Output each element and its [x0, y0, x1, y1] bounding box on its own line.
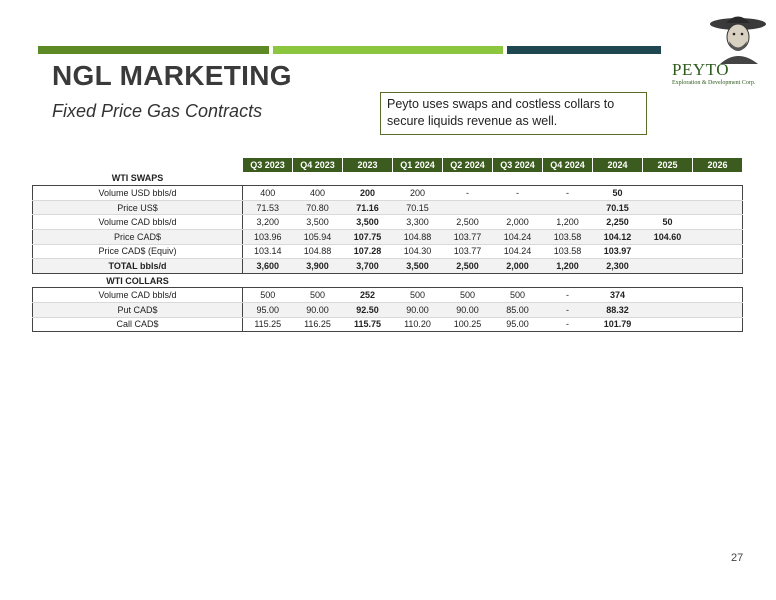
section-spacer-cell	[543, 273, 593, 288]
note-box: Peyto uses swaps and costless collars to secure liquids revenue as well.	[380, 92, 647, 135]
table-cell	[643, 200, 693, 215]
table-cell: 103.58	[543, 244, 593, 259]
row-label: Volume USD bbls/d	[33, 186, 243, 201]
page-title: NGL MARKETING	[52, 60, 292, 91]
table-cell: 71.16	[343, 200, 393, 215]
table-cell: 2,300	[593, 259, 643, 274]
table-cell: 252	[343, 288, 393, 303]
section-header-row	[33, 172, 743, 186]
table-row	[33, 229, 743, 244]
table-cell: 1,200	[543, 215, 593, 230]
ngl-hedge-table	[32, 158, 743, 332]
section-spacer-cell	[593, 172, 643, 186]
table-row	[33, 186, 743, 201]
column-header: 2023	[343, 158, 393, 172]
table-cell: 71.53	[243, 200, 293, 215]
column-header: Q4 2024	[543, 158, 593, 172]
table-cell: 70.80	[293, 200, 343, 215]
table-cell: 95.00	[493, 317, 543, 332]
logo-tagline: Exploration & Development Corp.	[672, 80, 756, 86]
table-cell: 2,000	[493, 259, 543, 274]
page-number: 27	[731, 552, 744, 564]
section-label: WTI COLLARS	[106, 275, 169, 286]
section-spacer-cell	[693, 172, 743, 186]
table-cell: 500	[493, 288, 543, 303]
table-cell	[693, 186, 743, 201]
table-cell: 3,500	[293, 215, 343, 230]
table-cell: 95.00	[243, 302, 293, 317]
section-spacer-cell	[593, 273, 643, 288]
table-cell	[643, 302, 693, 317]
page-subtitle: Fixed Price Gas Contracts	[52, 101, 263, 121]
row-label: Volume CAD bbls/d	[33, 215, 243, 230]
table-cell: 103.97	[593, 244, 643, 259]
table-cell: 400	[243, 186, 293, 201]
table-cell: 500	[293, 288, 343, 303]
table-row	[33, 200, 743, 215]
header-bar-light-green	[273, 46, 503, 54]
header-bar-dark-green	[38, 46, 269, 54]
table-cell: 500	[443, 288, 493, 303]
table-cell: 104.60	[643, 229, 693, 244]
section-label: WTI SWAPS	[111, 173, 164, 184]
table-cell: 116.25	[293, 317, 343, 332]
column-header: Q3 2023	[243, 158, 293, 172]
table-cell: 107.75	[343, 229, 393, 244]
table-cell: 200	[393, 186, 443, 201]
table-cell: 90.00	[393, 302, 443, 317]
table-cell: 100.25	[443, 317, 493, 332]
table-cell	[643, 244, 693, 259]
column-header: Q4 2023	[293, 158, 343, 172]
table-cell: 500	[243, 288, 293, 303]
table-cell: 70.15	[593, 200, 643, 215]
section-spacer-cell	[293, 172, 343, 186]
table-cell	[643, 186, 693, 201]
table-cell: 90.00	[443, 302, 493, 317]
table-cell: 3,500	[343, 215, 393, 230]
section-spacer-cell	[243, 172, 293, 186]
table-cell: 103.96	[243, 229, 293, 244]
table-row	[33, 259, 743, 274]
table-cell: 2,250	[593, 215, 643, 230]
table-row	[33, 302, 743, 317]
table-cell: -	[543, 288, 593, 303]
table-cell: 85.00	[493, 302, 543, 317]
table-cell: 2,000	[493, 215, 543, 230]
table-cell	[443, 200, 493, 215]
table-cell: 104.24	[493, 244, 543, 259]
table-cell: 50	[593, 186, 643, 201]
header-bar-teal	[507, 46, 661, 54]
table-cell: 101.79	[593, 317, 643, 332]
row-label: Put CAD$	[33, 302, 243, 317]
table-cell: 50	[643, 215, 693, 230]
table-cell: 88.32	[593, 302, 643, 317]
table-cell	[643, 288, 693, 303]
table-cell: 115.25	[243, 317, 293, 332]
table-cell	[693, 244, 743, 259]
section-spacer-cell	[693, 273, 743, 288]
table-cell: 104.88	[293, 244, 343, 259]
row-label: Price US$	[33, 200, 243, 215]
company-logo	[668, 10, 774, 84]
table-cell: 103.77	[443, 229, 493, 244]
section-spacer-cell	[443, 273, 493, 288]
table-cell: 103.58	[543, 229, 593, 244]
table-cell	[693, 259, 743, 274]
table-cell: 2,500	[443, 215, 493, 230]
table-cell: -	[443, 186, 493, 201]
section-spacer-cell	[343, 172, 393, 186]
column-header: Q1 2024	[393, 158, 443, 172]
table-row	[33, 215, 743, 230]
table-cell: 105.94	[293, 229, 343, 244]
column-header: 2026	[693, 158, 743, 172]
table-cell: 3,300	[393, 215, 443, 230]
table-cell: 104.24	[493, 229, 543, 244]
table-header-row	[33, 158, 743, 172]
table-cell: 90.00	[293, 302, 343, 317]
table-cell: 374	[593, 288, 643, 303]
table-cell: 400	[293, 186, 343, 201]
table-cell	[693, 200, 743, 215]
table-cell: 70.15	[393, 200, 443, 215]
table-cell: 3,600	[243, 259, 293, 274]
table-cell	[693, 302, 743, 317]
table-cell	[643, 317, 693, 332]
table-cell: -	[493, 186, 543, 201]
table-cell: 2,500	[443, 259, 493, 274]
section-spacer-cell	[443, 172, 493, 186]
table-cell: 3,900	[293, 259, 343, 274]
table-cell	[693, 317, 743, 332]
table-cell: 103.77	[443, 244, 493, 259]
table-cell: -	[543, 186, 593, 201]
table-cell: 110.20	[393, 317, 443, 332]
logo-wordmark: PEYTO	[672, 60, 729, 79]
table-cell: 3,700	[343, 259, 393, 274]
table-cell: 3,500	[393, 259, 443, 274]
table-cell: -	[543, 317, 593, 332]
section-spacer-cell	[543, 172, 593, 186]
table-cell: 115.75	[343, 317, 393, 332]
column-header: Q3 2024	[493, 158, 543, 172]
table-cell: 104.12	[593, 229, 643, 244]
table-cell	[693, 215, 743, 230]
table-cell: 1,200	[543, 259, 593, 274]
row-label: TOTAL bbls/d	[33, 259, 243, 274]
table-row	[33, 244, 743, 259]
table-cell: 500	[393, 288, 443, 303]
section-spacer-cell	[643, 172, 693, 186]
section-spacer-cell	[493, 273, 543, 288]
table-header-blank	[33, 158, 243, 172]
table-cell	[543, 200, 593, 215]
table-cell: 200	[343, 186, 393, 201]
contracts-table	[32, 158, 743, 332]
section-header-row	[33, 273, 743, 288]
section-spacer-cell	[293, 273, 343, 288]
row-label: Price CAD$ (Equiv)	[33, 244, 243, 259]
table-cell: 103.14	[243, 244, 293, 259]
founder-portrait-icon	[708, 10, 770, 64]
table-cell	[493, 200, 543, 215]
section-spacer-cell	[493, 172, 543, 186]
table-cell: 104.30	[393, 244, 443, 259]
table-row	[33, 288, 743, 303]
table-cell: 3,200	[243, 215, 293, 230]
column-header: 2024	[593, 158, 643, 172]
table-cell: 104.88	[393, 229, 443, 244]
column-header: Q2 2024	[443, 158, 493, 172]
table-cell	[693, 288, 743, 303]
row-label: Price CAD$	[33, 229, 243, 244]
row-label: Volume CAD bbls/d	[33, 288, 243, 303]
section-spacer-cell	[393, 172, 443, 186]
row-label: Call CAD$	[33, 317, 243, 332]
table-cell: -	[543, 302, 593, 317]
section-spacer-cell	[343, 273, 393, 288]
table-cell: 92.50	[343, 302, 393, 317]
section-spacer-cell	[243, 273, 293, 288]
table-cell	[643, 259, 693, 274]
section-spacer-cell	[643, 273, 693, 288]
table-row	[33, 317, 743, 332]
column-header: 2025	[643, 158, 693, 172]
section-spacer-cell	[393, 273, 443, 288]
table-cell	[693, 229, 743, 244]
table-cell: 107.28	[343, 244, 393, 259]
